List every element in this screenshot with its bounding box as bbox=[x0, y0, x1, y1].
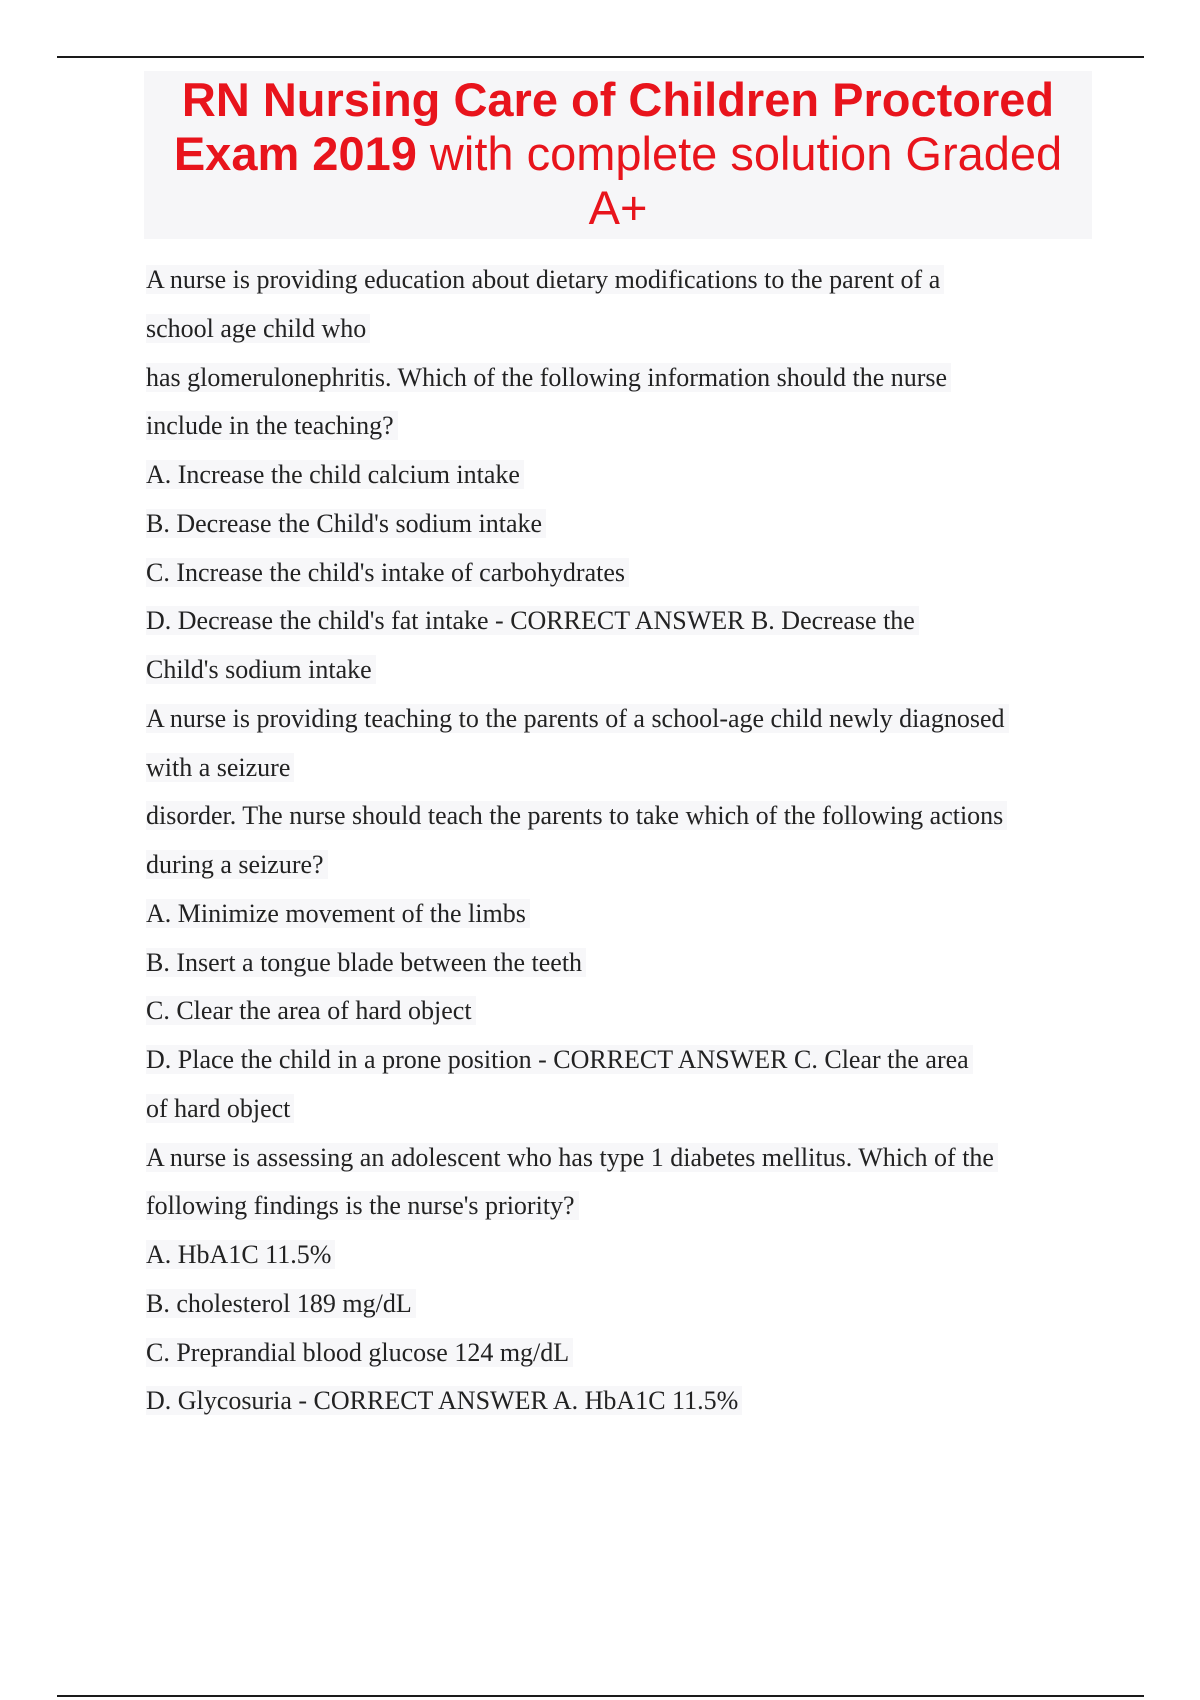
question-1-option-c: C. Increase the child's intake of carbohydrates bbox=[146, 549, 1086, 598]
question-1-text: school age child who bbox=[146, 305, 1086, 354]
question-2-answer: of hard object bbox=[146, 1085, 1086, 1134]
question-2-option-a: A. Minimize movement of the limbs bbox=[146, 890, 1086, 939]
question-3-text: following findings is the nurse's priority? bbox=[146, 1182, 1086, 1231]
top-rule bbox=[57, 56, 1144, 58]
question-2-text: with a seizure bbox=[146, 744, 1086, 793]
document-body bbox=[146, 256, 1086, 1426]
question-1-answer: Child's sodium intake bbox=[146, 646, 1086, 695]
question-2-option-c: C. Clear the area of hard object bbox=[146, 987, 1086, 1036]
title-normal-part: with complete solution Graded A+ bbox=[416, 127, 1063, 234]
question-2-option-b: B. Insert a tongue blade between the teeth bbox=[146, 939, 1086, 988]
question-3-option-a: A. HbA1C 11.5% bbox=[146, 1231, 1086, 1280]
question-1-option-b: B. Decrease the Child's sodium intake bbox=[146, 500, 1086, 549]
question-1-text: A nurse is providing education about dietary modifications to the parent of a bbox=[146, 256, 1086, 305]
question-1-text: include in the teaching? bbox=[146, 402, 1086, 451]
question-3-option-b: B. cholesterol 189 mg/dL bbox=[146, 1280, 1086, 1329]
document-title bbox=[144, 71, 1092, 239]
title-bold-part: RN Nursing Care of Children Proctored Exam 2019 bbox=[173, 73, 1055, 180]
question-2-text: during a seizure? bbox=[146, 841, 1086, 890]
bottom-rule bbox=[57, 1695, 1144, 1697]
question-2-option-d-answer: D. Place the child in a prone position - CORRECT ANSWER C. Clear the area bbox=[146, 1036, 1086, 1085]
question-1-text: has glomerulonephritis. Which of the following information should the nurse bbox=[146, 354, 1086, 403]
question-1-option-a: A. Increase the child calcium intake bbox=[146, 451, 1086, 500]
question-3-option-c: C. Preprandial blood glucose 124 mg/dL bbox=[146, 1329, 1086, 1378]
question-2-text: disorder. The nurse should teach the parents to take which of the following actions bbox=[146, 792, 1086, 841]
question-3-text: A nurse is assessing an adolescent who has type 1 diabetes mellitus. Which of the bbox=[146, 1134, 1086, 1183]
question-1-option-d-answer: D. Decrease the child's fat intake - CORRECT ANSWER B. Decrease the bbox=[146, 597, 1086, 646]
question-3-option-d-answer: D. Glycosuria - CORRECT ANSWER A. HbA1C 11.5% bbox=[146, 1377, 1086, 1426]
question-2-text: A nurse is providing teaching to the parents of a school-age child newly diagnosed bbox=[146, 695, 1086, 744]
